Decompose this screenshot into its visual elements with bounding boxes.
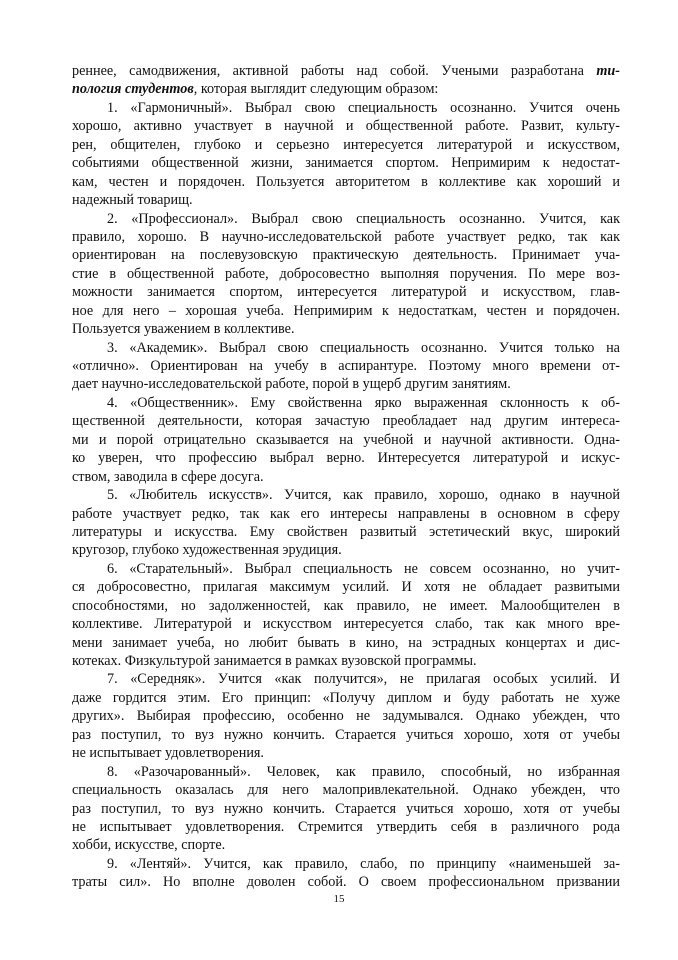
student-type-paragraph (72, 486, 620, 560)
intro-emphasis: пология студентов (72, 81, 194, 98)
student-type-paragraph (72, 339, 620, 394)
text-line: 5. «Любитель искусств». Учится, как правило, хорошо, однако в научной (107, 487, 620, 504)
text-line: не испытывает удовлетворения. (72, 745, 264, 762)
text-line: коллективе. Литературой и искусством интересуется слабо, так как много вре- (72, 616, 620, 633)
text-line: раз поступил, то вуз нужно кончить. Старается учиться хорошо, хотя от учебы (72, 800, 620, 817)
text-line: стие в общественной работе, добросовестно выполняя поручения. По мере воз- (72, 265, 620, 282)
text-line: 7. «Середняк». Учится «как получится», не прилагая особых усилий. И (107, 671, 620, 688)
text-line: мени занимает учеба, но любит бывать в кино, на эстрадных концертах и дис- (72, 634, 620, 651)
text-line: 8. «Разочарованный». Человек, как правило, способный, но избранная (107, 763, 620, 780)
text-line: событиями общественной жизни, занимается спортом. Непримирим к недостат- (72, 155, 620, 172)
text-line: способностями, но задолженностей, как правило, не имеет. Малообщителен в (72, 597, 620, 614)
intro-text: реннее, самодвижения, активной работы над собой. Учеными разработана (72, 63, 597, 79)
text-line: Пользуется уважением в коллективе. (72, 321, 295, 338)
text-line: ное для него – хорошая учеба. Непримирим к недостаткам, честен и порядочен. (72, 302, 620, 319)
document-body (72, 62, 620, 892)
text-line: ориентирован на послевузовскую практическую деятельность. Принимает уча- (72, 247, 620, 264)
text-line: ко уверен, что профессию выбрал верно. Интересуется литературой и искус- (72, 450, 620, 467)
text-line: 2. «Профессионал». Выбрал свою специальность осознанно. Учится, как (107, 210, 620, 227)
student-type-paragraph (72, 99, 620, 210)
page-number: 15 (333, 893, 345, 905)
text-line: правило, хорошо. В научно-исследовательской работе участвует редко, так как (72, 228, 620, 245)
text-line: специальность оказалась для него малопривлекательной. Однако убежден, что (72, 782, 620, 799)
text-line: 3. «Академик». Выбрал свою специальность осознанно. Учится только на (107, 339, 620, 356)
text-line: котеках. Физкультурой занимается в рамках вузовской программы. (72, 653, 477, 669)
text-line: дает научно-исследовательской работе, порой в ущерб другим занятиям. (72, 376, 511, 393)
text-line: не испытывает удовлетворения. Стремится утвердить себя в различного рода (72, 818, 620, 835)
text-line: литературы и искусства. Ему свойствен развитый эстетический вкус, широкий (72, 523, 620, 540)
text-line: ся добросовестно, прилагая максимум усилий. И хотя не обладает развитыми (72, 579, 620, 596)
text-line: ми и порой отрицательно сказывается на учебной и научной активности. Одна- (72, 431, 620, 448)
student-types-list (72, 99, 620, 892)
text-line: 1. «Гармоничный». Выбрал свою специальность осознанно. Учится очень (107, 99, 620, 116)
text-line: 6. «Старательный». Выбрал специальность не совсем осознанно, но учит- (107, 560, 620, 577)
student-type-paragraph (72, 670, 620, 762)
student-type-paragraph (72, 763, 620, 855)
text-line: кам, честен и порядочен. Пользуется авторитетом в коллективе как хороший и (72, 173, 620, 190)
intro-line-1 (72, 62, 620, 80)
student-type-paragraph (72, 394, 620, 486)
text-line: щественной деятельности, которая зачастую преобладает над другим интереса- (72, 413, 620, 430)
text-line: можности занимается спортом, интересуется литературой и искусством, глав- (72, 284, 620, 301)
student-type-paragraph (72, 560, 620, 671)
student-type-paragraph (72, 855, 620, 892)
text-line: «отлично». Ориентирован на учебу в аспирантуре. Поэтому много времени от- (72, 358, 620, 374)
text-line: траты сил». Но вполне доволен собой. О своем профессиональном призвании (72, 874, 620, 891)
text-line: ством, заводила в сфере досуга. (72, 468, 264, 485)
text-line: 9. «Лентяй». Учится, как правило, слабо, по принципу «наименьшей за- (107, 855, 620, 872)
text-line: хорошо, активно участвует в научной и общественной работе. Развит, культу- (72, 118, 620, 135)
text-line: хобби, искусстве, спорте. (72, 837, 226, 854)
text-line: раз поступил, то вуз нужно кончить. Старается учиться хорошо, хотя от учебы (72, 726, 620, 743)
text-line: других». Выбирая профессию, особенно не задумывался. Однако убежден, что (72, 708, 620, 725)
text-line: даже гордится этим. Его принцип: «Получу диплом и буду работать не хуже (72, 689, 620, 706)
text-line: 4. «Общественник». Ему свойственна ярко выраженная склонность к об- (107, 394, 620, 411)
text-line: кругозор, глубоко художественная эрудиция. (72, 542, 342, 559)
text-line: работе участвует редко, так как его интересы направлены в основном в сферу (72, 505, 620, 522)
intro-emphasis: ти- (596, 63, 620, 79)
text-line: надежный товарищ. (72, 192, 193, 209)
intro-text: , которая выглядит следующим образом: (193, 81, 439, 98)
intro-line-2 (72, 80, 620, 98)
student-type-paragraph (72, 210, 620, 339)
text-line: рен, общителен, глубоко и серьезно интересуется литературой и искусством, (72, 136, 620, 153)
